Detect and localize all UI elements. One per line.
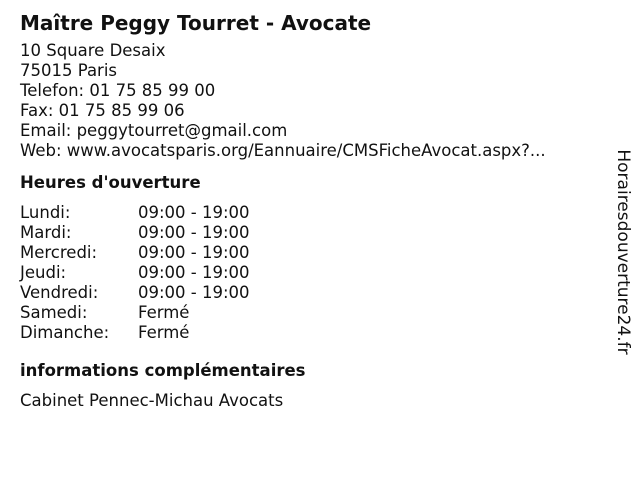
hours-row-wednesday (20, 243, 600, 263)
hours-row-thursday (20, 263, 600, 283)
business-card (20, 10, 600, 411)
hours-row-sunday (20, 323, 600, 343)
phone-line: Telefon: 01 75 85 99 00 (20, 81, 216, 100)
day-label: Mercredi: (20, 243, 98, 262)
opening-hours-list (20, 203, 600, 343)
time-value: 09:00 - 19:00 (138, 263, 250, 282)
day-label: Samedi: (20, 303, 88, 322)
time-value: Fermé (138, 303, 190, 322)
address-city: 75015 Paris (20, 61, 118, 80)
hours-row-saturday (20, 303, 600, 323)
contact-info (20, 41, 600, 161)
address-street: 10 Square Desaix (20, 41, 166, 60)
day-label: Dimanche: (20, 323, 110, 342)
day-label: Jeudi: (20, 263, 67, 282)
day-label: Vendredi: (20, 283, 99, 302)
brand-watermark-text: Horairesdouverture24.fr (613, 149, 633, 355)
hours-row-friday (20, 283, 600, 303)
extra-info-text: Cabinet Pennec-Michau Avocats (20, 391, 284, 410)
extra-info-title: informations complémentaires (20, 361, 306, 380)
hours-row-tuesday (20, 223, 600, 243)
day-label: Lundi: (20, 203, 71, 222)
hours-row-monday (20, 203, 600, 223)
time-value: 09:00 - 19:00 (138, 223, 250, 242)
email-line: Email: peggytourret@gmail.com (20, 121, 288, 140)
web-line: Web: www.avocatsparis.org/Eannuaire/CMSFicheAvocat.aspx?... (20, 141, 546, 160)
page-title: Maître Peggy Tourret - Avocate (20, 11, 372, 35)
time-value: 09:00 - 19:00 (138, 243, 250, 262)
time-value: 09:00 - 19:00 (138, 283, 250, 302)
hours-title: Heures d'ouverture (20, 173, 201, 192)
time-value: Fermé (138, 323, 190, 342)
day-label: Mardi: (20, 223, 72, 242)
fax-line: Fax: 01 75 85 99 06 (20, 101, 185, 120)
time-value: 09:00 - 19:00 (138, 203, 250, 222)
